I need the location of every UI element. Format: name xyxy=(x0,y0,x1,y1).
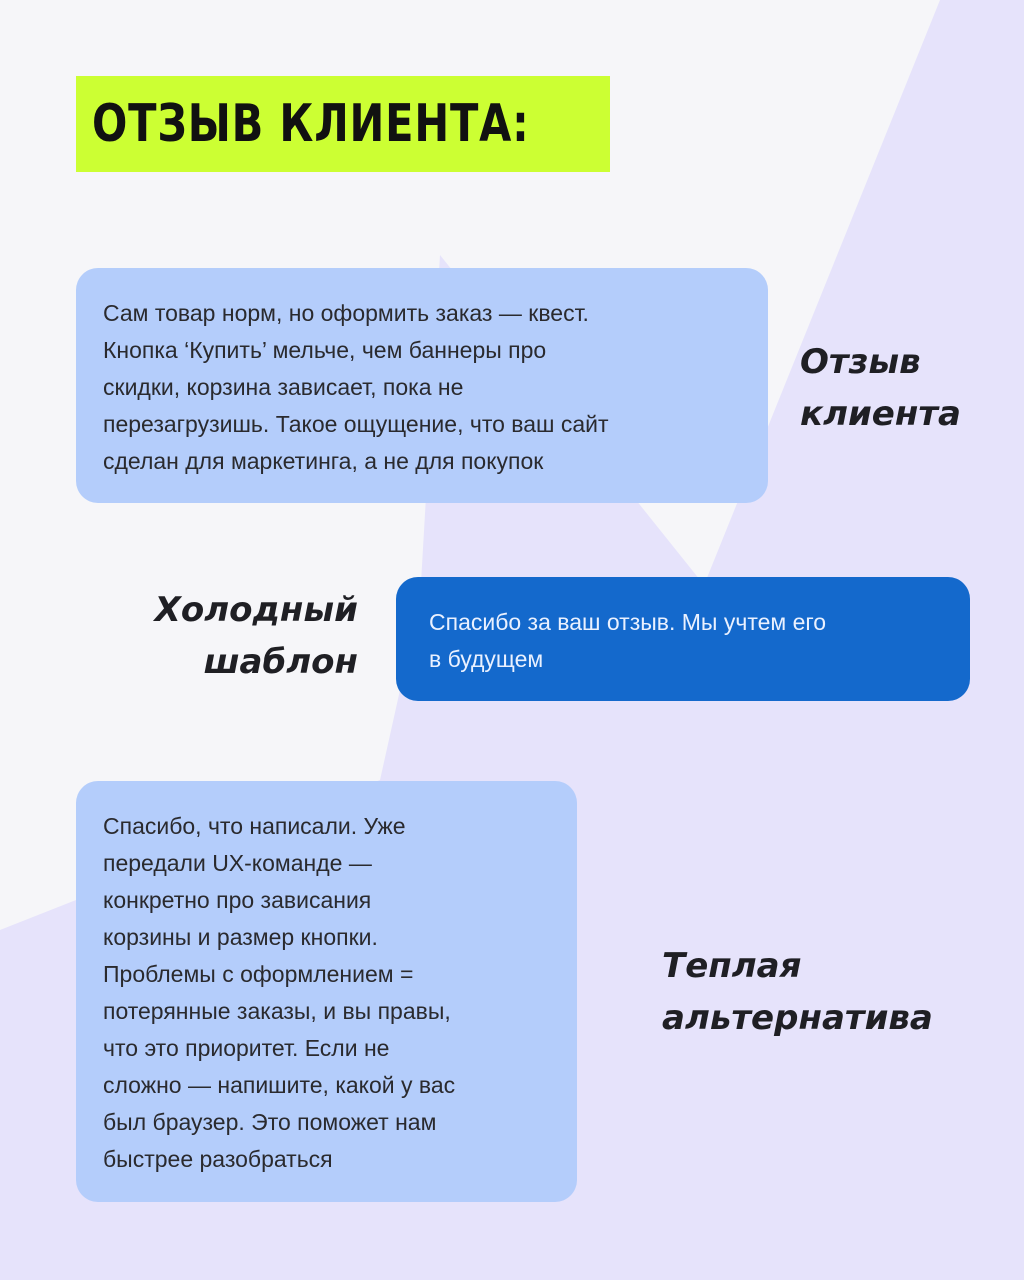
page-title: ОТЗЫВ КЛИЕНТА: xyxy=(92,94,530,154)
review-line: сделан для маркетинга, а не для покупок xyxy=(103,448,544,474)
customer-review-label: Отзыв клиента xyxy=(800,342,962,434)
warm-reply-line: быстрее разобраться xyxy=(103,1146,333,1172)
review-line: перезагрузишь. Такое ощущение, что ваш сайт xyxy=(103,411,609,437)
cold-template-bubble xyxy=(396,577,970,701)
warm-reply-line: потерянные заказы, и вы правы, xyxy=(103,998,451,1024)
warm-reply-line: что это приоритет. Если не xyxy=(103,1035,390,1061)
warm-reply-line: передали UX-команде — xyxy=(103,850,372,876)
warm-reply-line: Спасибо, что написали. Уже xyxy=(103,813,406,839)
warm-reply-line: был браузер. Это поможет нам xyxy=(103,1109,437,1135)
cold-template-line: в будущем xyxy=(429,646,544,672)
warm-reply-line: корзины и размер кнопки. xyxy=(103,924,378,950)
warm-alternative-bubble xyxy=(76,781,577,1202)
review-line: Кнопка ‘Купить’ мельче, чем баннеры про xyxy=(103,337,547,363)
warm-reply-line: Проблемы с оформлением = xyxy=(103,961,414,987)
warm-reply-line: сложно — напишите, какой у вас xyxy=(103,1072,456,1098)
review-line: Сам товар норм, но оформить заказ — квест. xyxy=(103,300,589,326)
cold-template-label: Холодный шаблон xyxy=(154,590,358,682)
customer-review-bubble xyxy=(76,268,768,503)
warm-alternative-label: Теплая альтернатива xyxy=(662,946,933,1038)
review-line: скидки, корзина зависает, пока не xyxy=(103,374,464,400)
warm-reply-line: конкретно про зависания xyxy=(103,887,372,913)
cold-template-line: Спасибо за ваш отзыв. Мы учтем его xyxy=(429,609,827,635)
